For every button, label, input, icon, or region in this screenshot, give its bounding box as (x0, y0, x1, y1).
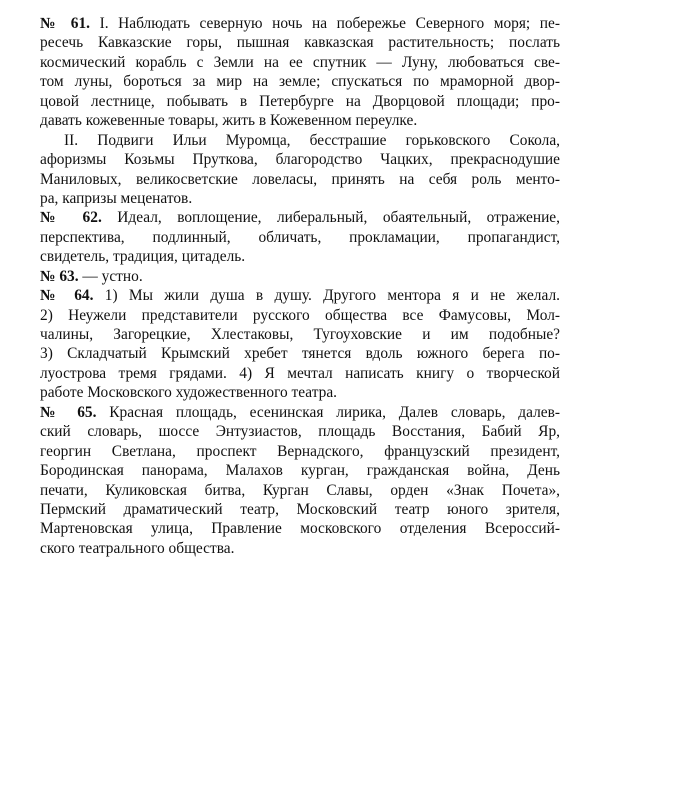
text-line: Пермский драматический театр, Московский театр юного зрителя, (40, 500, 560, 518)
exercise-65 (40, 403, 560, 559)
exercise-62 (40, 208, 560, 266)
text-line: луострова тремя грядами. 4) Я мечтал написать книгу о творческой (40, 364, 560, 382)
text-line: ра, капризы меценатов. (40, 189, 193, 207)
line-text: — устно. (82, 267, 143, 285)
line-text: 1) Мы жили душа в душу. Другого ментора я и не желал. (104, 287, 560, 305)
text-line: давать кожевенные товары, жить в Кожевенном переулке. (40, 112, 418, 130)
text-line: перспектива, подлинный, обличать, прокламации, пропагандист, (40, 228, 560, 246)
text-line (40, 208, 560, 227)
text-line: II. Подвиги Ильи Муромца, бесстрашие горьковского Сокола, (64, 131, 560, 149)
text-line: ресечь Кавказские горы, пышная кавказская растительность; послать (40, 34, 560, 52)
exercise-64 (40, 286, 560, 403)
text-line: свидетель, традиция, цитадель. (40, 248, 246, 266)
exercise-answers-page (40, 14, 560, 558)
text-line: работе Московского художественного театра. (40, 384, 338, 402)
line-text: Красная площадь, есенинская лирика, Далев словарь, далев- (109, 403, 560, 421)
text-line: 3) Складчатый Крымский хребет тянется вдоль южного берега по- (40, 345, 560, 363)
text-line: георгин Светлана, проспект Вернадского, французский президент, (40, 442, 560, 460)
exercise-63 (40, 267, 560, 286)
line-text: Идеал, воплощение, либеральный, обаятельный, отражение, (117, 209, 560, 227)
exercise-61 (40, 14, 560, 208)
text-line: Мартеновская улица, Правление московского отделения Всероссий- (40, 520, 560, 538)
text-line: Маниловых, великосветские ловеласы, принять на себя роль менто- (40, 170, 560, 188)
text-line: ского театрального общества. (40, 539, 235, 557)
text-line: 2) Неужели представители русского общества все Фамусовы, Мол- (40, 306, 560, 324)
text-line: космический корабль с Земли на ее спутник — Луну, любоваться све- (40, 53, 560, 71)
line-text: I. Наблюдать северную ночь на побережье Северного моря; пе- (99, 15, 560, 32)
text-line: цовой лестнице, побывать в Петербурге на Дворцовой площади; про- (40, 92, 560, 110)
text-line: печати, Куликовская битва, Курган Славы, орден «Знак Почета», (40, 481, 560, 499)
exercise-number: № 62. (40, 209, 102, 227)
text-line (40, 267, 560, 286)
text-line: Бородинская панорама, Малахов курган, гражданская война, День (40, 462, 560, 480)
text-line (40, 403, 560, 422)
text-line: афоризмы Козьмы Пруткова, благородство Чацких, прекраснодушие (40, 151, 560, 169)
text-line (40, 286, 560, 305)
text-line: чалины, Загорецкие, Хлестаковы, Тугоуховские и им подобные? (40, 326, 560, 343)
text-line (40, 14, 560, 33)
exercise-number: № 63. (40, 267, 79, 285)
text-line: том луны, бороться за мир на земле; спускаться по мраморной двор- (40, 73, 560, 91)
text-line: ский словарь, шоссе Энтузиастов, площадь Восстания, Бабий Яр, (40, 423, 560, 441)
exercise-number: № 61. (40, 15, 91, 32)
exercise-number: № 64. (40, 287, 94, 305)
exercise-number: № 65. (40, 403, 97, 421)
